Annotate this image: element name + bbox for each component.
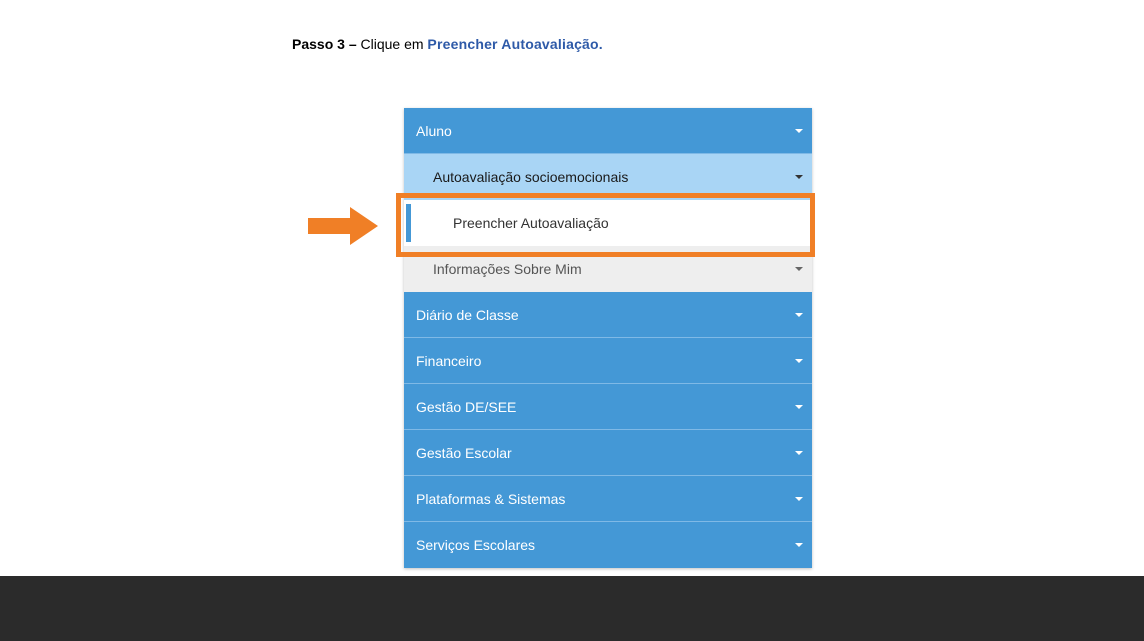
menu-item-gestao-de-see[interactable]: [404, 384, 812, 430]
arrow-right-icon: [308, 207, 378, 245]
menu-item-servicos-escolares[interactable]: [404, 522, 812, 568]
menu-item-label: Financeiro: [416, 352, 482, 369]
instruction-target: Preencher Autoavaliação.: [427, 36, 603, 52]
menu-item-label: Plataformas & Sistemas: [416, 490, 566, 507]
submenu-item-label: Informações Sobre Mim: [433, 261, 582, 277]
chevron-down-icon: [795, 497, 803, 501]
highlight-box: [396, 193, 815, 257]
menu-item-gestao-escolar[interactable]: [404, 430, 812, 476]
submenu-item-label: Autoavaliação socioemocionais: [433, 169, 629, 185]
menu-item-plataformas-sistemas[interactable]: [404, 476, 812, 522]
chevron-down-icon: [795, 543, 803, 547]
chevron-down-icon: [795, 451, 803, 455]
chevron-down-icon: [795, 175, 803, 179]
footer-bar: [0, 576, 1144, 641]
chevron-down-icon: [795, 129, 803, 133]
menu-item-diario-de-classe[interactable]: [404, 292, 812, 338]
menu-item-financeiro[interactable]: [404, 338, 812, 384]
menu-item-label: Diário de Classe: [416, 306, 519, 323]
step-label: Passo 3 –: [292, 36, 357, 52]
menu-item-label: Serviços Escolares: [416, 537, 536, 553]
chevron-down-icon: [795, 359, 803, 363]
chevron-down-icon: [795, 313, 803, 317]
chevron-down-icon: [795, 405, 803, 409]
instruction-text: [292, 36, 603, 52]
menu-item-label: Gestão Escolar: [416, 444, 512, 461]
menu-item-label: Gestão DE/SEE: [416, 398, 517, 415]
instruction-body: Clique em: [356, 36, 428, 52]
menu-link-label: Preencher Autoavaliação: [453, 215, 609, 231]
navigation-menu: [404, 108, 812, 568]
menu-item-aluno[interactable]: [404, 108, 812, 154]
menu-item-label: Aluno: [416, 122, 452, 139]
chevron-down-icon: [795, 267, 803, 271]
